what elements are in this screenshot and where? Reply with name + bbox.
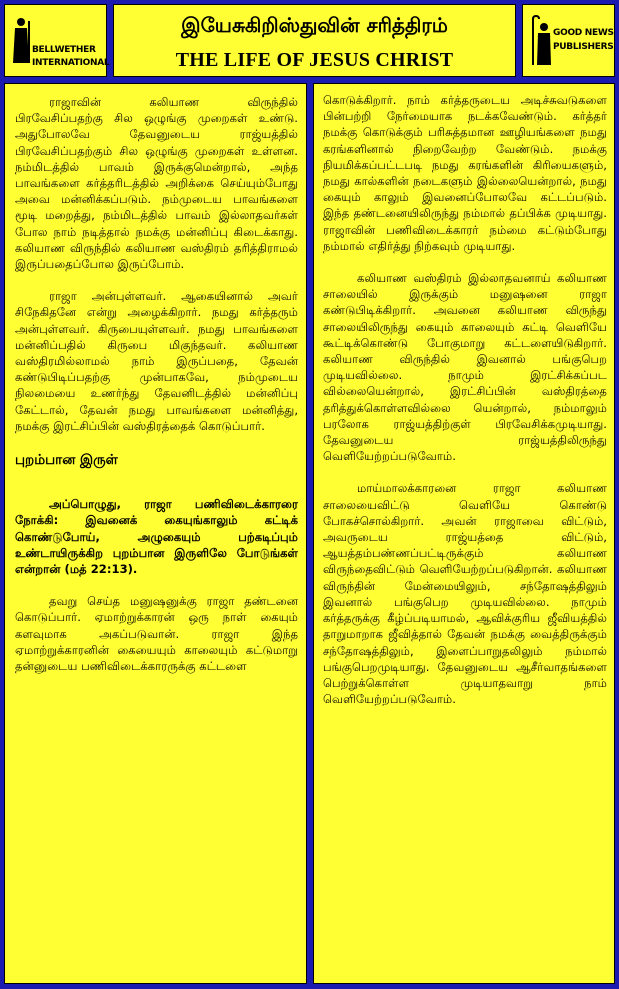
logo-text-good-news: GOOD NEWS: [553, 28, 614, 38]
title-english: THE LIFE OF JESUS CHRIST: [175, 49, 454, 71]
left-paragraph-3: தவறு செய்த மனுஷனுக்கு ராஜா தண்டனை கொடுப்பார். ஏமாற்றுக்காரன் ஒரு நாள் கையும் களவுமாக அகப்படுவான். ராஜா இந்த ஏமாற்றுக்காரனின் கையையும் காலையும் கட்டுமாறு தன்னுடைய பணிவிடைக்காரருக்கு கட்டளை: [15, 594, 298, 674]
title-panel: [113, 4, 516, 77]
shepherd-staff-figure-icon: [529, 15, 551, 67]
left-paragraph-2: ராஜா அன்புள்ளவர். ஆகையினால் அவர் சிநேகிதனே என்று அழைக்கிறார். நமது கர்த்தரும் அன்புள்ளவர். கிருபையுள்ளவர். நமது பாவங்களை மன்னிப்பதில் கிருபை மிகுந்தவர். கலியாண வஸ்திரமில்லாமல் நாம் இருப்பதை, தேவன் கண்டுபிடிப்பதற்கு முன்பாகவே, நம்முடைய நிலமையை உணர்ந்து தேவனிடத்தில் மன்னிப்பு கேட்டால், தேவன் நமது பாவங்களை மன்னித்து, நமக்கு இரட்சிப்பின் வஸ்திரத்தைக் கொடுப்பார்.: [15, 289, 298, 433]
logo-text-international: INTERNATIONAL: [32, 58, 110, 68]
logo-text-bellwether: BELLWETHER: [32, 45, 96, 55]
right-column: [313, 83, 615, 984]
left-column-text: [15, 94, 298, 690]
right-paragraph-1: கொடுக்கிறார். நாம் கர்த்தருடைய அடிச்சுவடுகளை பின்பற்றி நேர்மையாக நடக்கவேண்டும். கர்த்தர் நமக்கு கொடுக்கும் பரிசுத்தமான ஊழியங்களை நமது கரங்களினால் நிறைவேற்ற வேண்டும். நமக்கு நியமிக்கப்பட்டபடி நமது கரங்களின் கிரியைகளும், நமது கால்களின் நடைகளும் இல்லையென்றால், நமது கையும் காலும் இவனைப்போலவே கட்டப்படும். இந்த தண்டனையிலிருந்து நம்மால் தப்பிக்க முடியாது. ராஜாவின் பணிவிடைக்காரர் நம்மை கட்டும்போது நம்மால் எதிர்த்து நிற்கவும் முடியாது.: [323, 93, 607, 253]
left-paragraph-1: ராஜாவின் கலியாண விருந்தில் பிரவேசிப்பதற்கு சில ஒழுங்கு முறைகள் உண்டு. அதுபோலவே தேவனுடைய ராஜ்யத்தில் பிரவேசிப்பதற்கும் சில ஒழுங்கு முறைகள் உள்ளன. நம்மிடத்தில் பாவம் இருக்குமென்றால், அந்த பாவங்களை கர்த்தரிடத்தில் அறிக்கை செய்யும்போது அவை மன்னிக்கப்படும். நம்முடைய பாவங்களை மூடி மறைத்து, நம்மிடத்தில் பாவம் இல்லாதவர்கள் போல நாம் நடித்தால் நமக்கு மன்னிப்பு கிடைக்காது. கலியாண விருந்தில் கலியாண வஸ்திரம் தரித்திராமல் இருப்பதைப்போல இருப்போம்.: [15, 95, 298, 272]
logo-text-publishers: PUBLISHERS: [553, 42, 614, 52]
right-column-text: [323, 92, 607, 723]
title-tamil: இயேசுகிறிஸ்துவின் சரித்திரம்: [181, 13, 448, 37]
left-column: [4, 83, 307, 984]
good-news-logo: [523, 5, 614, 76]
good-news-logo-panel: [522, 4, 615, 77]
shepherd-figure-icon: [11, 17, 31, 65]
right-paragraph-3: மாய்மாலக்காரனை ராஜா கலியாண சாலையைவிட்டு வெளியே கொண்டு போகச்சொல்கிறார். அவன் ராஜாவை விட்டும், அவருடைய ராஜ்யத்தை விட்டும், ஆயத்தம்பண்ணப்பட்டிருக்கும் கலியாண விருந்தைவிட்டும் வெளியேற்றப்படுகிறான். கலியாண விருந்தின் மேன்மையிலும், சந்தோஷத்திலும் இவனால் பங்குபெற முடியவில்லை. நாமும் கர்த்தருக்கு கீழ்ப்படியாமல், ஆவிக்குரிய ஜீவியத்தில் தாறுமாறாக ஜீவித்தால் தேவன் நமக்கு வைத்திருக்கும் சந்தோஷத்திலும், இளைப்பாறுதலிலும் நம்மால் பங்குபெறமுடியாது. தேவனுடைய ஆசீர்வாதங்களை பெற்றுக்கொள்ள முடியாதவாறு நாம் வெளியேற்றப்படுவோம்.: [323, 481, 607, 707]
right-paragraph-2: கலியாண வஸ்திரம் இல்லாதவனாய் கலியாண சாலையில் இருக்கும் மனுஷனை ராஜா கண்டுபிடிக்கிறார். அவனை கலியாண விருந்து சாலையிலிருந்து கையும் காலையும் கட்டி வெளியே கூட்டிக்கொண்டு போகுமாறு கட்டளையிடுகிறார். கலியாண விருந்தில் இவனால் பங்குபெற முடியவில்லை. நாமும் இரட்சிக்கப்பட வில்லையென்றால், இரட்சிப்பின் வஸ்திரத்தை தரித்துக்கொள்ளவில்லை யென்றால், நம்மாலும் பரலோக ராஜ்யத்திற்குள் பிரவேசிக்கமுடியாது. தேவனுடைய ராஜ்யத்திலிருந்து வெளியேற்றப்படுவோம்.: [323, 271, 607, 464]
scripture-verse: அப்பொழுது, ராஜா பணிவிடைக்காரரை நோக்கி: இவனைக் கையுங்காலும் கட்டிக் கொண்டுபோய், அழுகையும் பற்கடிப்பும் உண்டாயிருக்கிற புறம்பான இருளிலே போடுங்கள் என்றான் (மத் 22:13).: [15, 497, 298, 577]
bellwether-logo-panel: [4, 4, 110, 77]
bellwether-logo: [5, 5, 110, 76]
section-heading: புறம்பான இருள்: [15, 452, 118, 469]
